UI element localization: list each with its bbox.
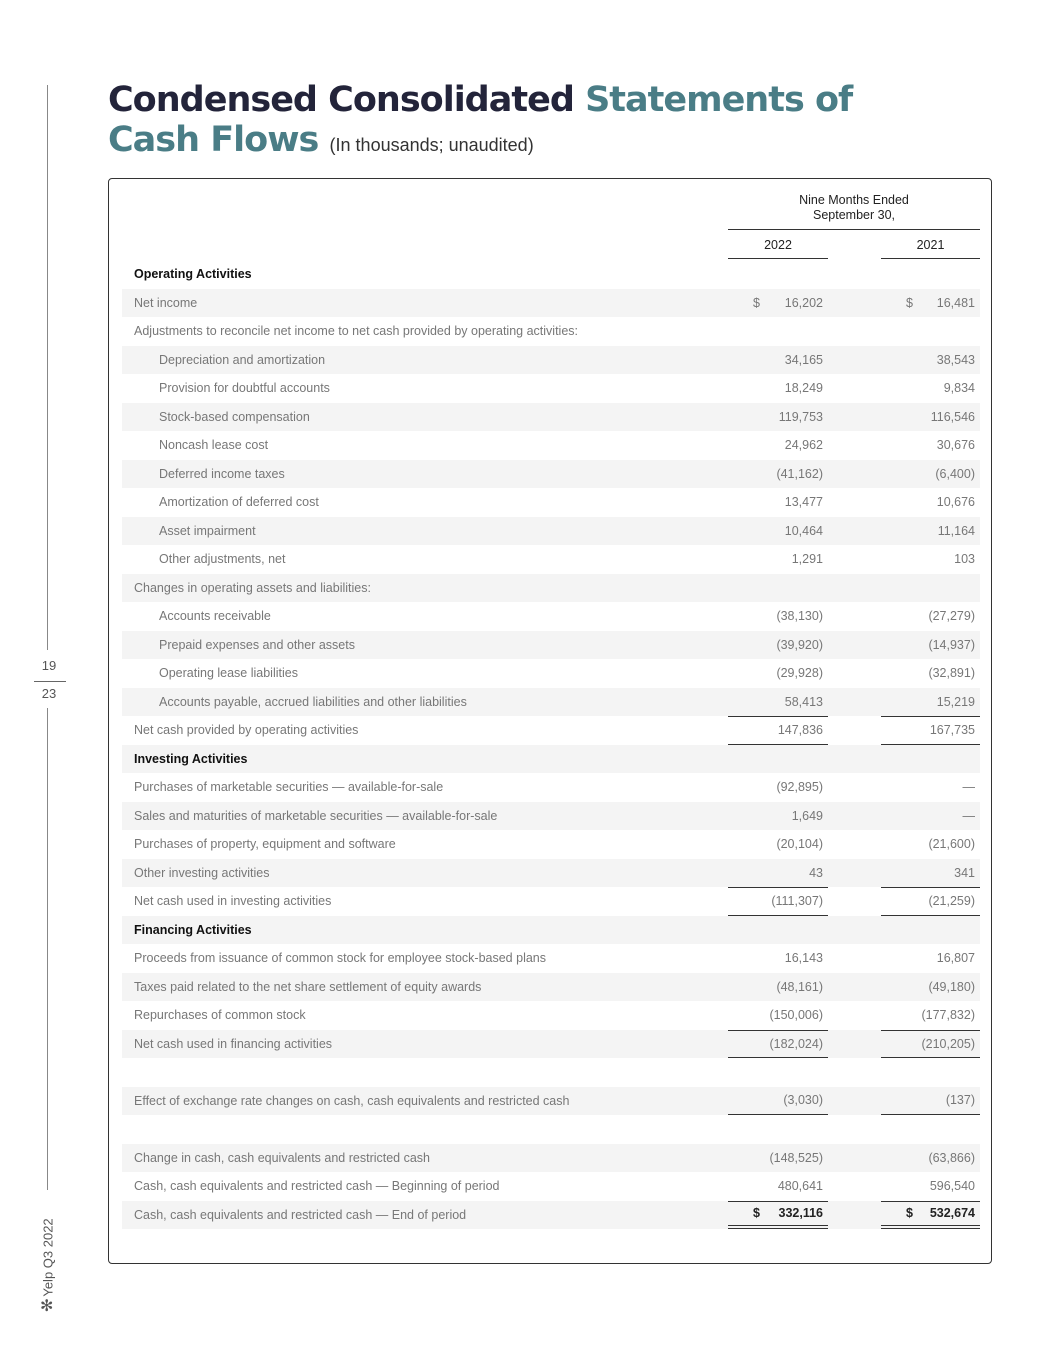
amount: — (962, 780, 975, 795)
table-row (122, 688, 980, 717)
table-row (122, 1030, 980, 1059)
section-header (122, 260, 980, 289)
row-label: Effect of exchange rate changes on cash, cash equivalents and restricted cash (134, 1093, 570, 1108)
table-row (122, 374, 980, 403)
row-label: Net income (134, 295, 198, 310)
table-row (122, 773, 980, 802)
amount: 10,676 (936, 495, 975, 510)
spacer-row (122, 1115, 980, 1144)
table-row (122, 346, 980, 375)
side-line (47, 708, 48, 1190)
spacer-row (122, 1058, 980, 1087)
table-row (122, 545, 980, 574)
amount: (150,006) (769, 1008, 823, 1023)
table-row (122, 317, 980, 346)
row-label: Net cash provided by operating activities (134, 723, 359, 738)
amount: (3,030) (783, 1093, 823, 1108)
table-row (122, 1087, 980, 1116)
amount: (21,259) (928, 894, 975, 909)
value-2021 (881, 403, 980, 432)
amount: 16,481 (936, 295, 975, 310)
value-2022 (728, 346, 828, 375)
row-label: Provision for doubtful accounts (159, 381, 330, 396)
row-label: Cash, cash equivalents and restricted cash — Beginning of period (134, 1179, 500, 1194)
row-label: Other adjustments, net (159, 552, 286, 567)
value-2021 (881, 260, 980, 289)
row-label: Sales and maturities of marketable securities — available-for-sale (134, 808, 498, 823)
section-header (122, 745, 980, 774)
amount: 13,477 (784, 495, 823, 510)
value-2022 (728, 1087, 828, 1116)
currency-symbol: $ (906, 295, 913, 310)
row-label: Noncash lease cost (159, 438, 269, 453)
row-label: Asset impairment (159, 523, 256, 538)
value-2022 (728, 260, 828, 289)
value-2021 (881, 517, 980, 546)
amount: (210,205) (921, 1036, 975, 1051)
table-row (122, 973, 980, 1002)
table-row (122, 460, 980, 489)
amount: 34,165 (784, 352, 823, 367)
row-label: Purchases of marketable securities — available-for-sale (134, 780, 444, 795)
amount: 38,543 (936, 352, 975, 367)
value-2021 (881, 346, 980, 375)
amount: 103 (954, 552, 975, 567)
amount: 11,164 (937, 523, 975, 538)
row-label: Accounts payable, accrued liabilities and other liabilities (159, 694, 467, 709)
value-2022 (728, 403, 828, 432)
currency-symbol: $ (753, 1206, 760, 1221)
amount: 596,540 (929, 1179, 975, 1194)
value-2021 (881, 859, 980, 888)
table-row (122, 859, 980, 888)
amount: (111,307) (771, 894, 823, 909)
row-label: Accounts receivable (159, 609, 271, 624)
value-2022 (728, 289, 828, 318)
value-2022 (728, 602, 828, 631)
value-2021 (881, 602, 980, 631)
value-2022 (728, 1001, 828, 1030)
row-label: Taxes paid related to the net share settlement of equity awards (134, 979, 482, 994)
title-teal: Statements of (585, 80, 853, 120)
amount: 480,641 (777, 1179, 823, 1194)
value-2021 (881, 1172, 980, 1201)
amount: (137) (945, 1093, 975, 1108)
amount: 341 (954, 865, 975, 880)
table-row (122, 1201, 980, 1230)
amount: (20,104) (776, 837, 823, 852)
title-dark: Condensed Consolidated (108, 80, 574, 120)
table-row (122, 602, 980, 631)
row-label: Purchases of property, equipment and software (134, 837, 396, 852)
value-2021 (881, 1030, 980, 1059)
value-2022 (728, 830, 828, 859)
amount: (92,895) (776, 780, 823, 795)
value-2021 (881, 1144, 980, 1173)
currency-symbol: $ (753, 295, 760, 310)
value-2022 (728, 374, 828, 403)
value-2021 (881, 317, 980, 346)
amount: 532,674 (929, 1206, 975, 1221)
value-2021 (881, 631, 980, 660)
value-2022 (728, 431, 828, 460)
amount: 116,546 (930, 409, 975, 424)
value-2021 (881, 802, 980, 831)
amount: (39,920) (776, 637, 823, 652)
row-label: Change in cash, cash equivalents and restricted cash (134, 1150, 431, 1165)
value-2021 (881, 374, 980, 403)
value-2022 (728, 859, 828, 888)
value-2021 (881, 574, 980, 603)
amount: (32,891) (928, 666, 975, 681)
table-row (122, 830, 980, 859)
amount: (48,161) (776, 979, 823, 994)
amount: 58,413 (784, 694, 823, 709)
row-label: Stock-based compensation (159, 409, 310, 424)
document-label: Yelp Q3 2022 (40, 1218, 56, 1297)
row-label: Amortization of deferred cost (159, 495, 319, 510)
amount: 43 (809, 865, 823, 880)
row-label: Operating Activities (134, 267, 252, 282)
amount: 167,735 (929, 723, 975, 738)
value-2022 (728, 659, 828, 688)
table-row (122, 1144, 980, 1173)
value-2022 (728, 460, 828, 489)
amount: — (962, 808, 975, 823)
value-2022 (728, 1030, 828, 1059)
value-2021 (881, 545, 980, 574)
title-teal-2: Cash Flows (108, 120, 319, 160)
value-2022 (728, 1144, 828, 1173)
table-row (122, 659, 980, 688)
row-label: Deferred income taxes (159, 466, 285, 481)
table-row (122, 716, 980, 745)
table-row (122, 1172, 980, 1201)
value-2021 (881, 488, 980, 517)
row-label: Repurchases of common stock (134, 1008, 306, 1023)
row-label: Net cash used in financing activities (134, 1036, 333, 1051)
value-2021 (881, 887, 980, 916)
row-label: Investing Activities (134, 751, 248, 766)
row-label: Net cash used in investing activities (134, 894, 332, 909)
value-2022 (728, 1201, 828, 1230)
value-2022 (728, 973, 828, 1002)
amount: 9,834 (943, 381, 975, 396)
row-label: Depreciation and amortization (159, 352, 326, 367)
value-2022 (728, 745, 828, 774)
row-label: Financing Activities (134, 922, 252, 937)
value-2022 (728, 488, 828, 517)
amount: (27,279) (928, 609, 975, 624)
table-row (122, 631, 980, 660)
amount: (29,928) (776, 666, 823, 681)
row-label: Adjustments to reconcile net income to net cash provided by operating activities: (134, 324, 578, 339)
value-2022 (728, 887, 828, 916)
row-label: Changes in operating assets and liabilities: (134, 580, 371, 595)
currency-symbol: $ (906, 1206, 913, 1221)
value-2021 (881, 916, 980, 945)
value-2021 (881, 1115, 980, 1144)
amount: (177,832) (921, 1008, 975, 1023)
amount: (38,130) (776, 609, 823, 624)
row-label: Other investing activities (134, 865, 270, 880)
amount: 16,202 (784, 295, 823, 310)
period-label: Nine Months Ended (799, 193, 909, 207)
value-2021 (881, 431, 980, 460)
table-row (122, 403, 980, 432)
column-2022: 2022 (764, 238, 792, 252)
value-2021 (881, 973, 980, 1002)
amount: 147,836 (777, 723, 823, 738)
value-2021 (881, 1087, 980, 1116)
amount: 15,219 (936, 694, 975, 709)
amount: 1,649 (791, 808, 823, 823)
divider (34, 681, 66, 682)
amount: (182,024) (769, 1036, 823, 1051)
amount: (148,525) (769, 1150, 823, 1165)
value-2021 (881, 460, 980, 489)
value-2021 (881, 688, 980, 717)
row-label: Operating lease liabilities (159, 666, 298, 681)
table-row (122, 289, 980, 318)
row-label: Cash, cash equivalents and restricted cash — End of period (134, 1207, 467, 1222)
row-label: Proceeds from issuance of common stock for employee stock-based plans (134, 951, 546, 966)
amount: 119,753 (778, 409, 823, 424)
section-header (122, 916, 980, 945)
table-row (122, 1001, 980, 1030)
table-row (122, 887, 980, 916)
divider (728, 258, 828, 259)
table-row (122, 431, 980, 460)
divider (728, 229, 980, 230)
amount: 30,676 (936, 438, 975, 453)
table-row (122, 574, 980, 603)
amount: (49,180) (928, 979, 975, 994)
value-2022 (728, 773, 828, 802)
statement-rows (122, 260, 980, 1229)
amount: 10,464 (784, 523, 823, 538)
value-2021 (881, 659, 980, 688)
value-2021 (881, 745, 980, 774)
value-2022 (728, 574, 828, 603)
amount: 16,807 (936, 951, 975, 966)
amount: 16,143 (784, 951, 823, 966)
value-2022 (728, 517, 828, 546)
page-number: 19 (41, 658, 57, 673)
amount: (21,600) (928, 837, 975, 852)
amount: 1,291 (791, 552, 823, 567)
value-2021 (881, 1001, 980, 1030)
amount: 24,962 (784, 438, 823, 453)
amount: (41,162) (776, 466, 823, 481)
value-2022 (728, 944, 828, 973)
value-2021 (881, 716, 980, 745)
value-2022 (728, 545, 828, 574)
value-2021 (881, 1058, 980, 1087)
period-date: September 30, (813, 208, 895, 222)
value-2022 (728, 916, 828, 945)
value-2021 (881, 830, 980, 859)
value-2022 (728, 688, 828, 717)
amount: 332,116 (778, 1206, 823, 1221)
amount: (6,400) (935, 466, 975, 481)
amount: (14,937) (928, 637, 975, 652)
value-2022 (728, 1115, 828, 1144)
value-2021 (881, 1201, 980, 1230)
table-row (122, 488, 980, 517)
amount: 18,249 (784, 381, 823, 396)
value-2022 (728, 1172, 828, 1201)
amount: (63,866) (928, 1150, 975, 1165)
yelp-logo-icon: ✻ (40, 1298, 54, 1315)
value-2021 (881, 289, 980, 318)
table-row (122, 944, 980, 973)
table-row (122, 517, 980, 546)
page-total: 23 (41, 686, 57, 701)
side-line (47, 85, 48, 650)
value-2022 (728, 631, 828, 660)
value-2022 (728, 1058, 828, 1087)
title-subtitle: (In thousands; unaudited) (329, 135, 534, 155)
table-row (122, 802, 980, 831)
page-title (108, 80, 852, 165)
period-header (728, 193, 980, 223)
value-2021 (881, 944, 980, 973)
column-2021: 2021 (916, 238, 945, 252)
row-label: Prepaid expenses and other assets (159, 637, 355, 652)
value-2022 (728, 317, 828, 346)
value-2022 (728, 802, 828, 831)
divider (881, 258, 980, 259)
value-2021 (881, 773, 980, 802)
value-2022 (728, 716, 828, 745)
